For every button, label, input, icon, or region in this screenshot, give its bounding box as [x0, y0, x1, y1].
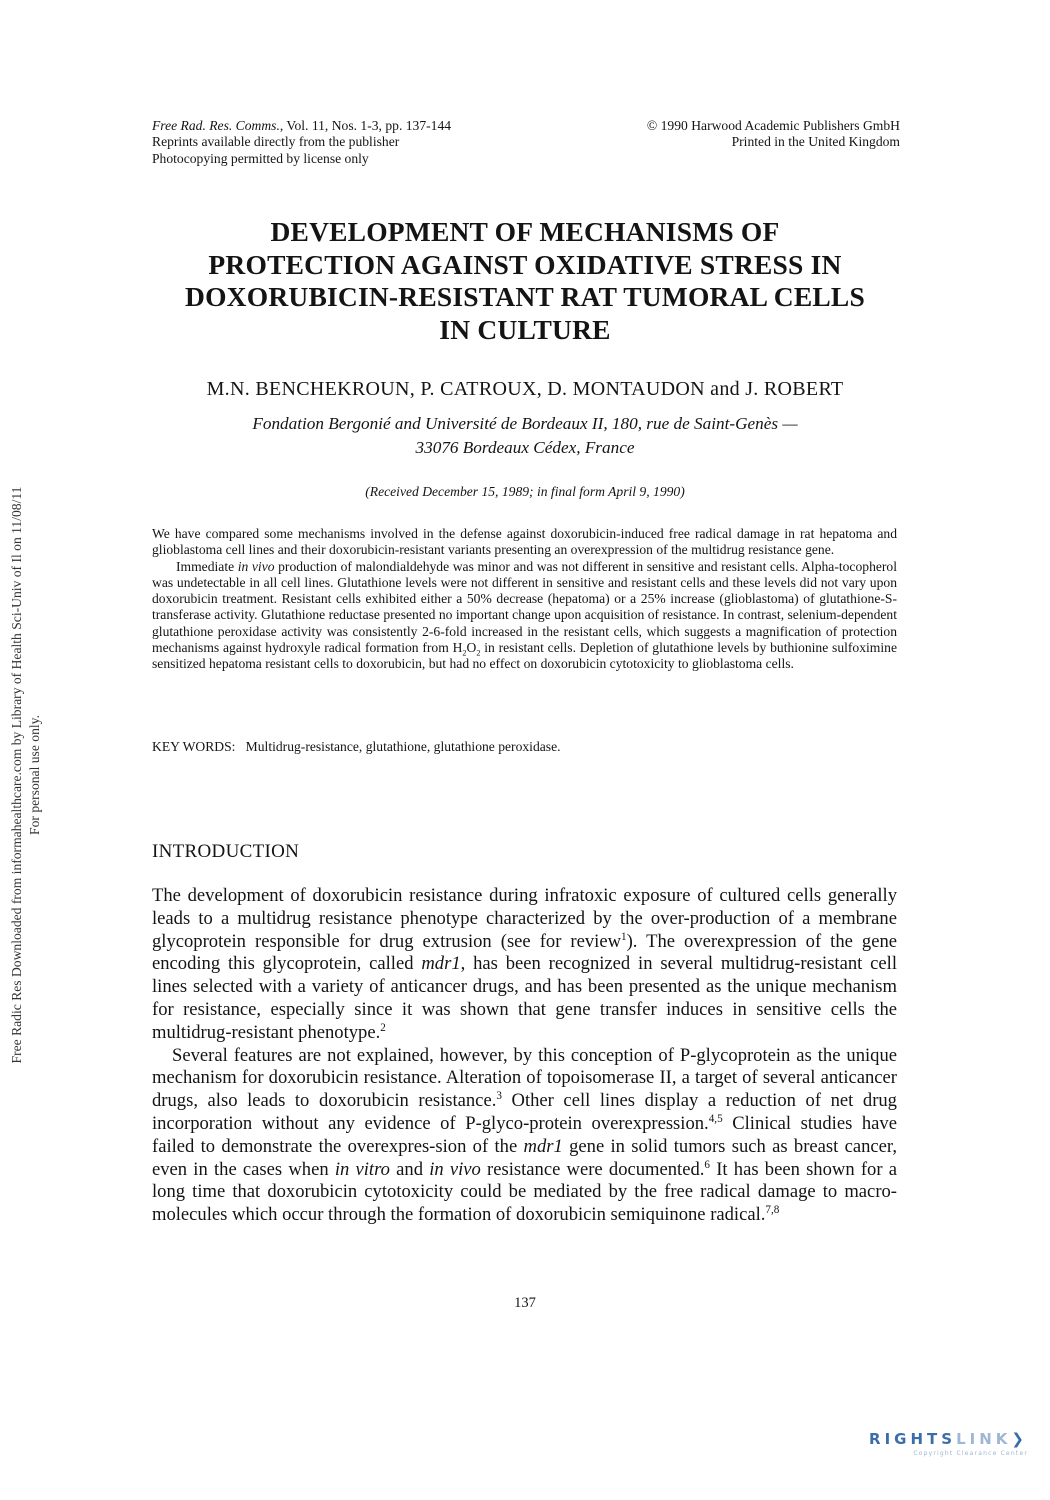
- keywords: [152, 739, 561, 755]
- journal-header: [152, 118, 451, 167]
- rightslink-brand: RIGHTS: [869, 1430, 957, 1448]
- watermark-line: Free Radic Res Downloaded from informahealthcare.com by Library of Health Sci-Univ of Il on 11/08/11: [9, 486, 24, 1064]
- rightslink-tagline: Copyright Clearance Center: [913, 1450, 1028, 1457]
- affiliation-line: 33076 Bordeaux Cédex, France: [415, 438, 635, 457]
- page-number: 137: [514, 1295, 536, 1311]
- keywords-list: Multidrug-resistance, glutathione, glutathione peroxidase.: [245, 739, 561, 754]
- affiliation-line: Fondation Bergonié and Université de Bordeaux II, 180, rue de Saint-Genès —: [252, 414, 798, 433]
- received-dates: (Received December 15, 1989; in final form April 9, 1990): [365, 484, 685, 499]
- rightslink-arrow-icon: ❯: [1011, 1430, 1028, 1448]
- keywords-label: KEY WORDS:: [152, 739, 236, 754]
- journal-name: Free Rad. Res. Comms.: [152, 118, 280, 133]
- affiliation: [100, 412, 950, 460]
- printed-note: Printed in the United Kingdom: [731, 134, 900, 150]
- publisher-header: [647, 118, 900, 151]
- abstract-paragraph: Immediate in vivo production of malondialdehyde was minor and was not different in sensitive and resistant cells. Alpha-tocopherol was undetectable in all cell lines. Glutathione levels were not different in sensitive and resistant cells and these levels did not vary upon doxorubicin treatment. Resistant cells exhibited either a 50% decrease (hepatoma) or a 25% increase (glioblastoma) of glutathione-S-transferase activity. Glutathione reductase presented no important change upon acquisition of resistance. In contrast, selenium-dependent glutathione peroxidase activity was consistently 2-6-fold increased in the resistant cells, which suggests a magnification of protection mechanisms against hydroxyle radical formation from $H_2O_2$ in resistant cells. Depletion of glutathione levels by buthionine sulfoximine sensitized hepatoma resistant cells to doxorubicin, but had no effect on doxorubicin cytotoxicity to glioblastoma cells.: [152, 558, 897, 672]
- photocopying-note: Photocopying permitted by license only: [152, 150, 369, 166]
- download-watermark: [8, 355, 44, 1195]
- rightslink-logo[interactable]: [869, 1430, 1028, 1457]
- title-line: DEVELOPMENT OF MECHANISMS OF: [270, 216, 780, 247]
- title-line: PROTECTION AGAINST OXIDATIVE STRESS IN: [208, 248, 842, 280]
- title-line: DOXORUBICIN-RESISTANT RAT TUMORAL CELLS: [185, 281, 865, 312]
- section-heading: INTRODUCTION: [152, 841, 300, 862]
- abstract-paragraph: We have compared some mechanisms involved in the defense against doxorubicin-induced free radical damage in rat hepatoma and glioblastoma cell lines and their doxorubicin-resistant variants presenting an overexpression of the multidrug resistance gene.: [152, 526, 897, 558]
- watermark-line: For personal use only.: [27, 715, 42, 835]
- abstract: [152, 526, 897, 673]
- paper-title: [100, 216, 950, 346]
- introduction-body: [152, 885, 897, 1227]
- rightslink-brand-suffix: LINK: [956, 1430, 1012, 1448]
- reprints-note: Reprints available directly from the publisher: [152, 134, 400, 150]
- authors: M.N. BENCHEKROUN, P. CATROUX, D. MONTAUDON and J. ROBERT: [206, 378, 844, 400]
- copyright-note: © 1990 Harwood Academic Publishers GmbH: [646, 118, 900, 133]
- title-line: IN CULTURE: [439, 313, 611, 345]
- body-paragraph: Several features are not explained, however, by this conception of P-glycoprotein as the unique mechanism for doxorubicin resistance. Alteration of topoisomerase II, a target of several anticancer drugs, also leads to doxorubicin resistance.$^3$ Other cell lines display a reduction of net drug incorporation without any evidence of P-glyco-protein overexpression.$^{4,5}$ Clinical studies have failed to demonstrate the overexpres-sion of the mdr1 gene in solid tumors such as breast cancer, even in the cases when in vitro and in vivo resistance were documented.$^6$ It has been shown for a long time that doxorubicin cytotoxicity could be mediated by the free radical damage to macro-molecules which occur through the formation of doxorubicin semiquinone radical.$^{7,8}$: [152, 1044, 898, 1226]
- body-paragraph: The development of doxorubicin resistance during infratoxic exposure of cultured cells generally leads to a multidrug resistance phenotype characterized by the over-production of a membrane glycoprotein responsible for drug extrusion (see for review$^1$). The overexpression of the gene encoding this glycoprotein, called mdr1, has been recognized in several multidrug-resistant cell lines selected with a variety of anticancer drugs, and has been presented as the unique mechanism for resistance, especially since it was shown that gene transfer induces in sensitive cells the multidrug-resistant phenotype.$^2$: [152, 885, 897, 1043]
- journal-volume: , Vol. 11, Nos. 1-3, pp. 137-144: [279, 118, 452, 133]
